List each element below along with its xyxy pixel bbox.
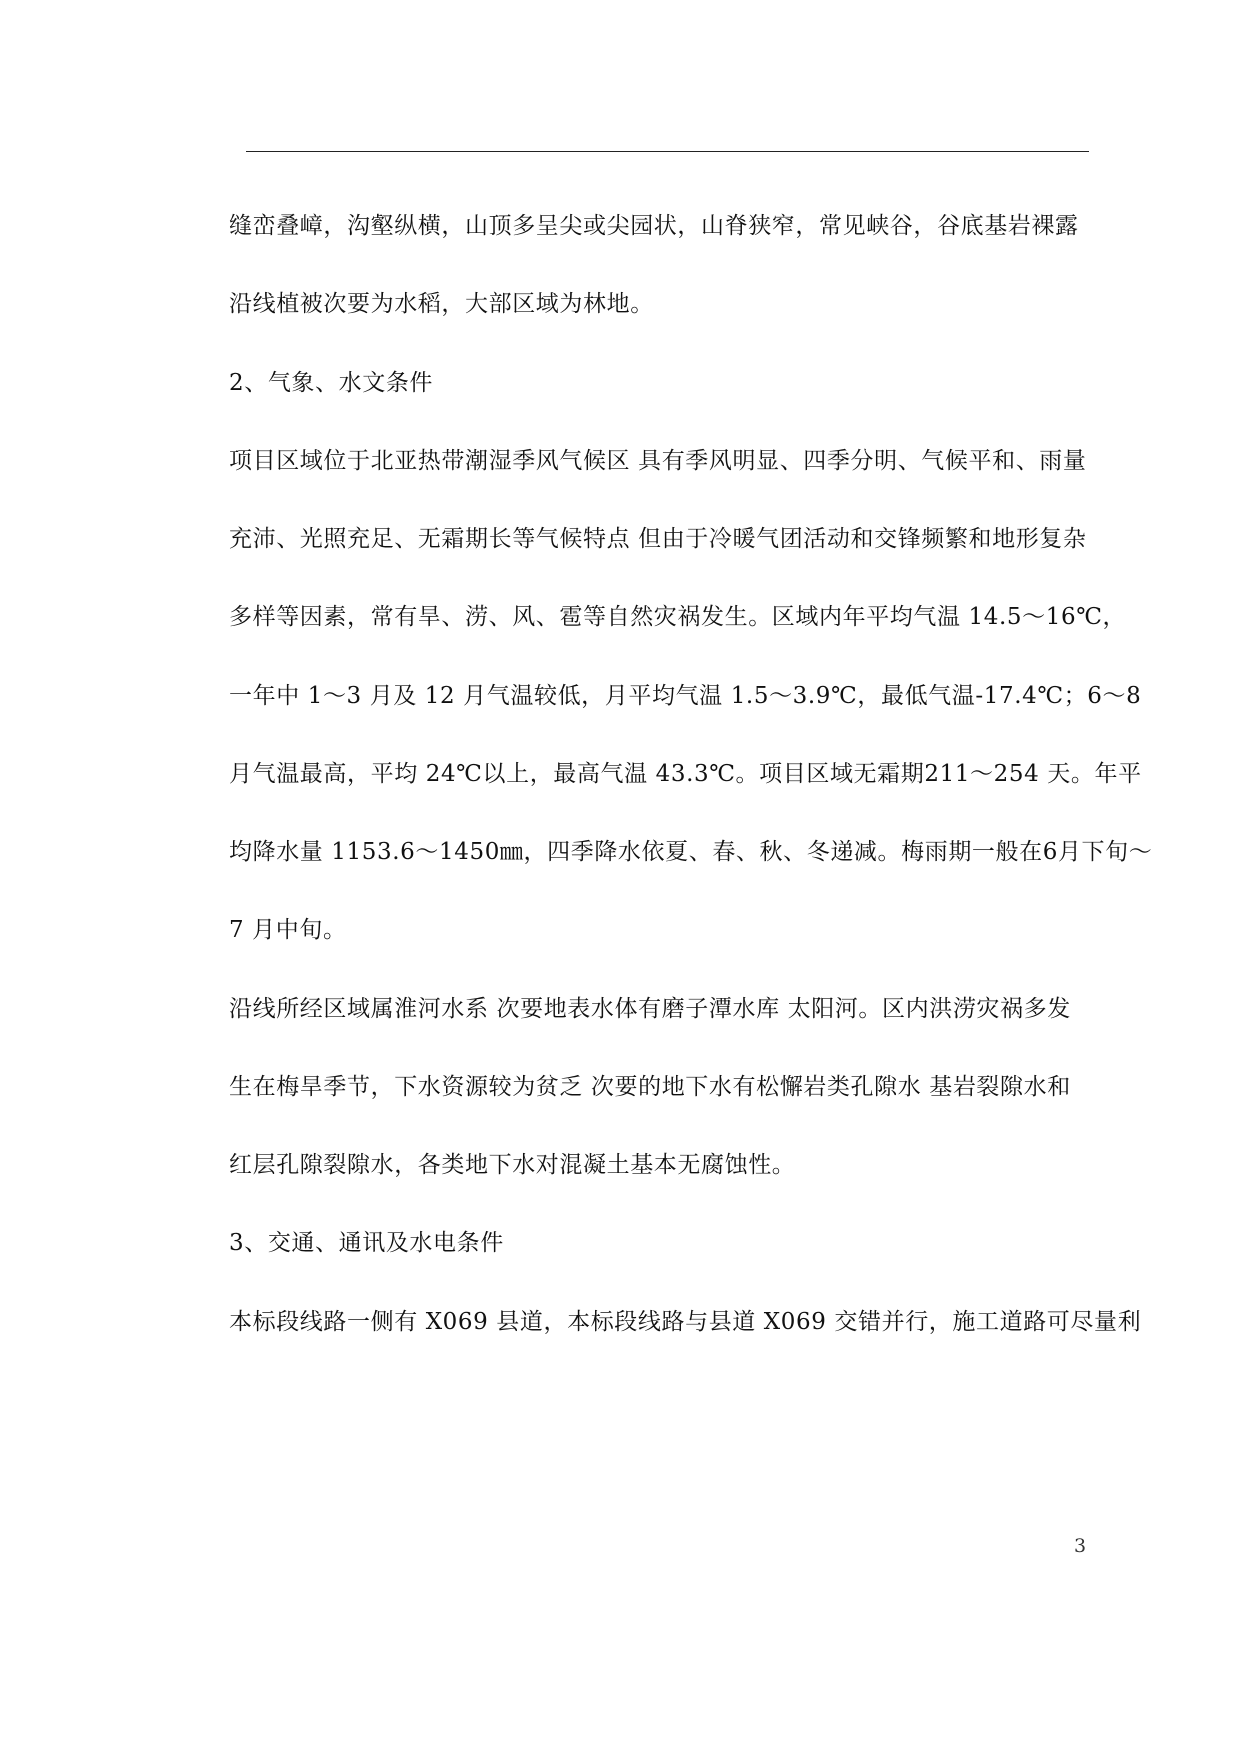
body-text-line: 红层孔隙裂隙水，各类地下水对混凝土基本无腐蚀性。: [229, 1152, 796, 1178]
body-text-line: 一年中 1～3 月及 12 月气温较低，月平均气温 1.5～3.9℃，最低气温-17.4℃；6～8: [229, 683, 1142, 709]
body-text-line: 缝峦叠嶂，沟壑纵横，山顶多呈尖或尖园状，山脊狭窄，常见峡谷，谷底基岩裸露: [229, 213, 1079, 239]
page-number: 3: [1074, 1535, 1087, 1557]
header-rule: [246, 151, 1089, 152]
body-text-line: 沿线所经区域属淮河水系 次要地表水体有磨子潭水库 太阳河。区内洪涝灾祸多发: [229, 996, 1071, 1022]
body-text-line: 多样等因素，常有旱、涝、风、雹等自然灾祸发生。区域内年平均气温 14.5～16℃，: [229, 604, 1127, 630]
body-text-line: 项目区域位于北亚热带潮湿季风气候区 具有季风明显、四季分明、气候平和、雨量: [229, 448, 1087, 474]
body-text-line: 沿线植被次要为水稻，大部区域为林地。: [229, 291, 654, 317]
body-text-line: 月气温最高，平均 24℃以上，最高气温 43.3℃。项目区域无霜期211～254 天。年平: [229, 761, 1142, 787]
body-text-line: 本标段线路一侧有 X069 县道，本标段线路与县道 X069 交错并行，施工道路可尽量利: [229, 1309, 1142, 1335]
body-text-line: 均降水量 1153.6～1450㎜，四季降水依夏、春、秋、冬递减。梅雨期一般在6月下旬～: [229, 839, 1153, 865]
body-text-line: 7 月中旬。: [229, 917, 347, 943]
body-text-line: 生在梅旱季节，下水资源较为贫乏 次要的地下水有松懈岩类孔隙水 基岩裂隙水和: [229, 1074, 1071, 1100]
body-text-line: 充沛、光照充足、无霜期长等气候特点 但由于冷暖气团活动和交锋频繁和地形复杂: [229, 526, 1087, 552]
section-heading-transport: 3、交通、通讯及水电条件: [229, 1230, 504, 1256]
section-heading-climate: 2、气象、水文条件: [229, 370, 434, 396]
